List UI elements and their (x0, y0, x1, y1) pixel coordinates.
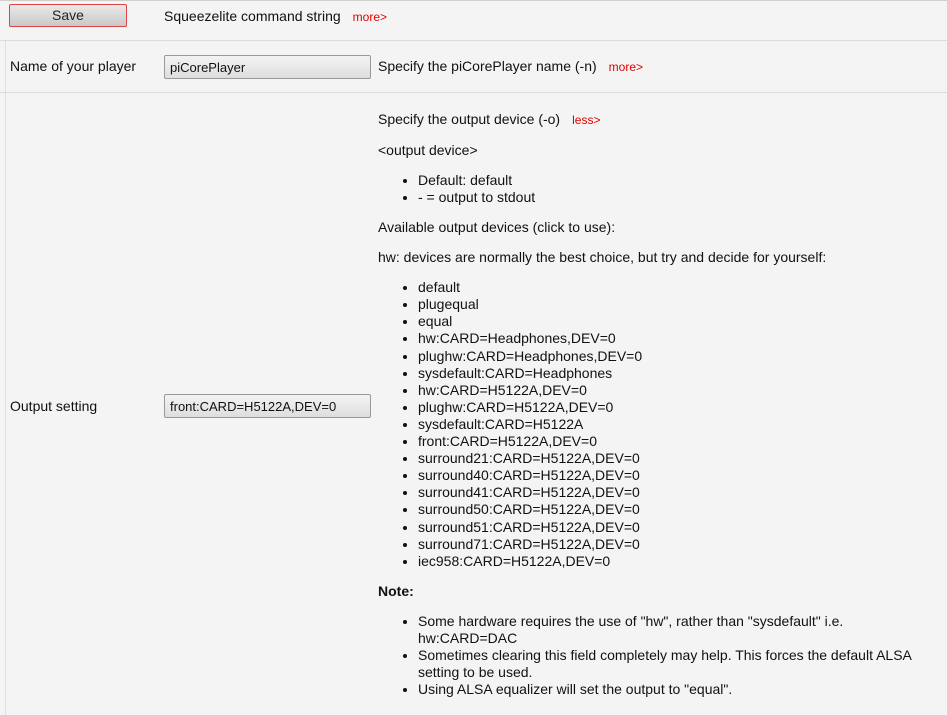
device-item-plughw-headphones[interactable]: • plughw:CARD=Headphones,DEV=0 (418, 348, 928, 365)
output-setting-input[interactable] (164, 394, 371, 418)
device-item-surround41-h5122a[interactable]: • surround41:CARD=H5122A,DEV=0 (418, 484, 928, 501)
note-item: • Using ALSA equalizer will set the output to "equal". (418, 681, 928, 698)
note-item: • Some hardware requires the use of "hw", rather than "sysdefault" i.e. hw:CARD=DAC (418, 613, 928, 647)
squeezelite-more-link[interactable]: more> (352, 10, 388, 24)
device-item-hw-headphones[interactable]: • hw:CARD=Headphones,DEV=0 (418, 330, 928, 347)
output-setting-row (0, 93, 947, 715)
device-item-surround21-h5122a[interactable]: • surround21:CARD=H5122A,DEV=0 (418, 450, 928, 467)
stdout-option-item: • - = output to stdout (418, 189, 928, 206)
device-item-surround51-h5122a[interactable]: • surround51:CARD=H5122A,DEV=0 (418, 519, 928, 536)
device-list (378, 279, 928, 570)
hw-hint: hw: devices are normally the best choice, but try and decide for yourself: (378, 249, 827, 266)
device-item-plughw-h5122a[interactable]: • plughw:CARD=H5122A,DEV=0 (418, 399, 928, 416)
device-item-plugequal[interactable]: • plugequal (418, 296, 928, 313)
note-item: • Sometimes clearing this field completely may help. This forces the default ALSA setting to be used. (418, 647, 928, 681)
device-item-equal[interactable]: • equal (418, 313, 928, 330)
player-name-description-text: Specify the piCorePlayer name (-n) (378, 58, 597, 74)
squeezelite-title-text: Squeezelite command string (164, 8, 341, 24)
player-name-input[interactable] (164, 55, 371, 79)
device-item-surround71-h5122a[interactable]: • surround71:CARD=H5122A,DEV=0 (418, 536, 928, 553)
device-item-default[interactable]: • default (418, 279, 928, 296)
default-option-item: • Default: default (418, 172, 928, 189)
device-item-sysdefault-h5122a[interactable]: • sysdefault:CARD=H5122A (418, 416, 928, 433)
output-help (378, 111, 928, 711)
player-name-row (0, 41, 947, 93)
output-setting-label: Output setting (10, 398, 98, 414)
output-syntax: <output device> (378, 142, 478, 158)
save-button[interactable]: Save (9, 4, 127, 27)
device-item-surround40-h5122a[interactable]: • surround40:CARD=H5122A,DEV=0 (418, 467, 928, 484)
note-title: Note: (378, 582, 414, 599)
device-item-iec958-h5122a[interactable]: • iec958:CARD=H5122A,DEV=0 (418, 553, 928, 570)
device-item-front-h5122a[interactable]: • front:CARD=H5122A,DEV=0 (418, 433, 928, 450)
player-name-description (378, 58, 643, 74)
device-item-hw-h5122a[interactable]: • hw:CARD=H5122A,DEV=0 (418, 382, 928, 399)
notes-list (378, 613, 928, 698)
available-devices-heading: Available output devices (click to use): (378, 219, 616, 236)
output-less-link[interactable]: less> (572, 113, 601, 127)
output-defaults-list (378, 172, 928, 206)
device-item-sysdefault-headphones[interactable]: • sysdefault:CARD=Headphones (418, 365, 928, 382)
player-name-label: Name of your player (10, 58, 137, 74)
squeezelite-header-row (0, 1, 947, 41)
output-description-text: Specify the output device (-o) (378, 111, 561, 127)
output-description (378, 111, 928, 129)
player-name-more-link[interactable]: more> (608, 60, 644, 74)
squeezelite-title (164, 8, 387, 24)
device-item-surround50-h5122a[interactable]: • surround50:CARD=H5122A,DEV=0 (418, 501, 928, 518)
